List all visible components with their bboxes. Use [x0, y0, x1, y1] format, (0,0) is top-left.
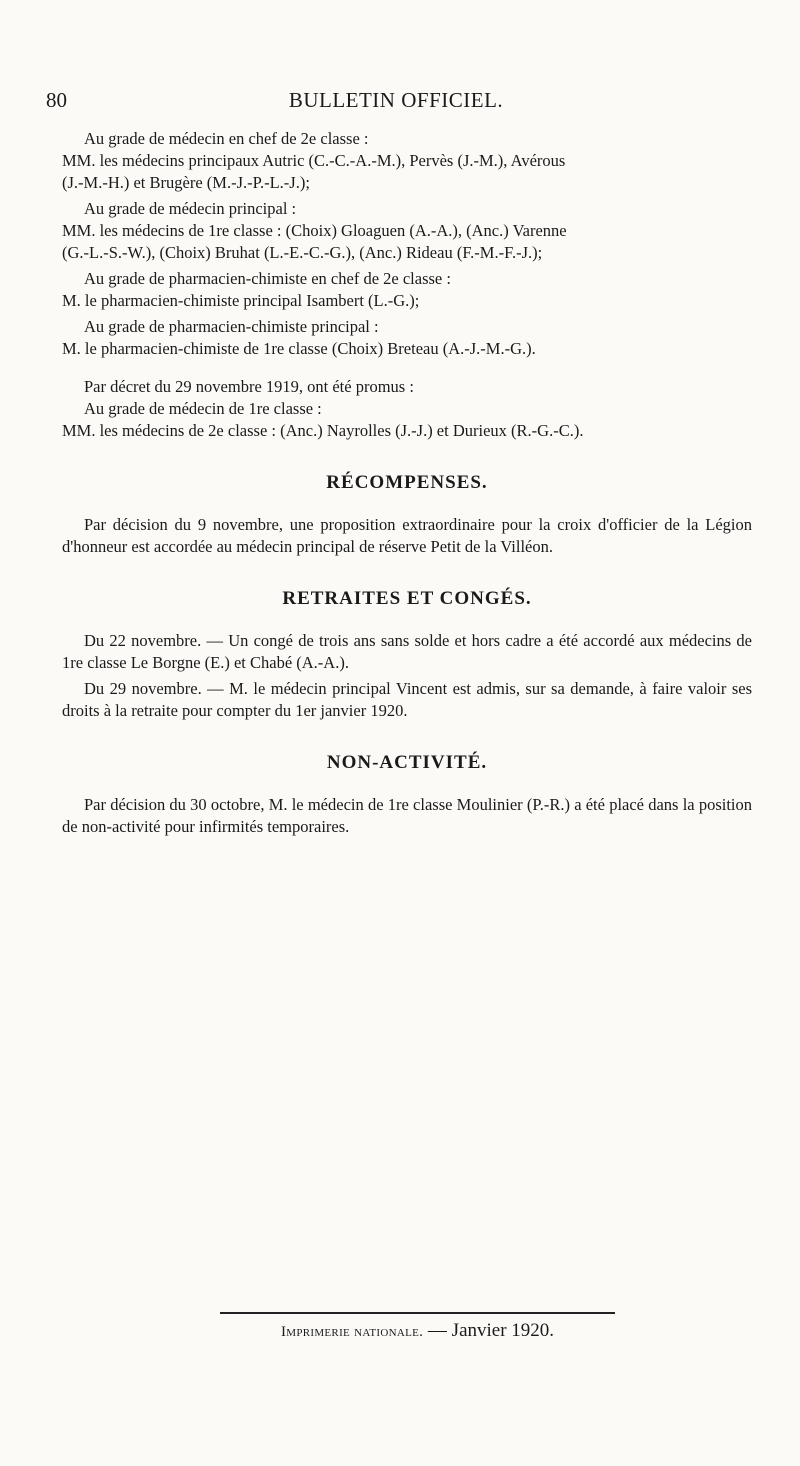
printer-name: Imprimerie nationale.	[280, 1324, 424, 1340]
page-number: 80	[46, 88, 67, 112]
promotion-intro: Au grade de médecin en chef de 2e classe :	[84, 129, 369, 148]
promotion-line: M. le pharmacien-chimiste de 1re classe (Choix) Breteau (A.-J.-M.-G.).	[62, 339, 536, 358]
running-title: BULLETIN OFFICIEL.	[288, 88, 504, 112]
section-title-recompenses: RÉCOMPENSES.	[326, 472, 488, 493]
section-paragraph: Par décision du 9 novembre, une proposition extraordinaire pour la croix d'officier de la Légion d'honneur est accordée au médecin principal de réserve Petit de la Villéon.	[62, 515, 752, 556]
promotion-line: MM. les médecins principaux Autric (C.-C.-A.-M.), Pervès (J.-M.), Avérous	[62, 151, 566, 170]
section-title-retraites: RETRAITES ET CONGÉS.	[282, 588, 532, 609]
section-paragraph: Par décision du 30 octobre, M. le médecin de 1re classe Moulinier (P.-R.) a été placé dans la position de non-activité pour infirmités temporaires.	[62, 795, 752, 836]
promotion-intro: Au grade de pharmacien-chimiste principal :	[84, 317, 379, 336]
promotion-intro: Au grade de médecin principal :	[84, 199, 297, 218]
decree-grade: Au grade de médecin de 1re classe :	[84, 399, 322, 418]
page-footer	[220, 1312, 615, 1342]
promotion-line: MM. les médecins de 1re classe : (Choix) Gloaguen (A.-A.), (Anc.) Varenne	[62, 221, 567, 240]
page-header	[46, 88, 746, 118]
promotion-line: M. le pharmacien-chimiste principal Isambert (L.-G.);	[62, 291, 420, 310]
section-title-non-activite: NON-ACTIVITÉ.	[326, 752, 488, 773]
issue-date: Janvier 1920.	[451, 1320, 555, 1341]
footer-dash: —	[427, 1320, 447, 1341]
section-paragraph: Du 29 novembre. — M. le médecin principal Vincent est admis, sur sa demande, à faire valoir ses droits à la retraite pour compter du 1er janvier 1920.	[62, 679, 752, 720]
page-body	[62, 128, 752, 838]
footer-imprint	[220, 1320, 615, 1342]
footer-rule	[220, 1312, 615, 1314]
decree-intro: Par décret du 29 novembre 1919, ont été promus :	[84, 377, 414, 396]
promotion-line: (J.-M.-H.) et Brugère (M.-J.-P.-L.-J.);	[62, 173, 310, 192]
promotion-intro: Au grade de pharmacien-chimiste en chef de 2e classe :	[84, 269, 451, 288]
promotion-line: (G.-L.-S.-W.), (Choix) Bruhat (L.-E.-C.-G.), (Anc.) Rideau (F.-M.-F.-J.);	[62, 243, 543, 262]
decree-line: MM. les médecins de 2e classe : (Anc.) Nayrolles (J.-J.) et Durieux (R.-G.-C.).	[62, 421, 584, 440]
section-paragraph: Du 22 novembre. — Un congé de trois ans sans solde et hors cadre a été accordé aux médecins de 1re classe Le Borgne (E.) et Chabé (A.-A.).	[62, 631, 752, 672]
